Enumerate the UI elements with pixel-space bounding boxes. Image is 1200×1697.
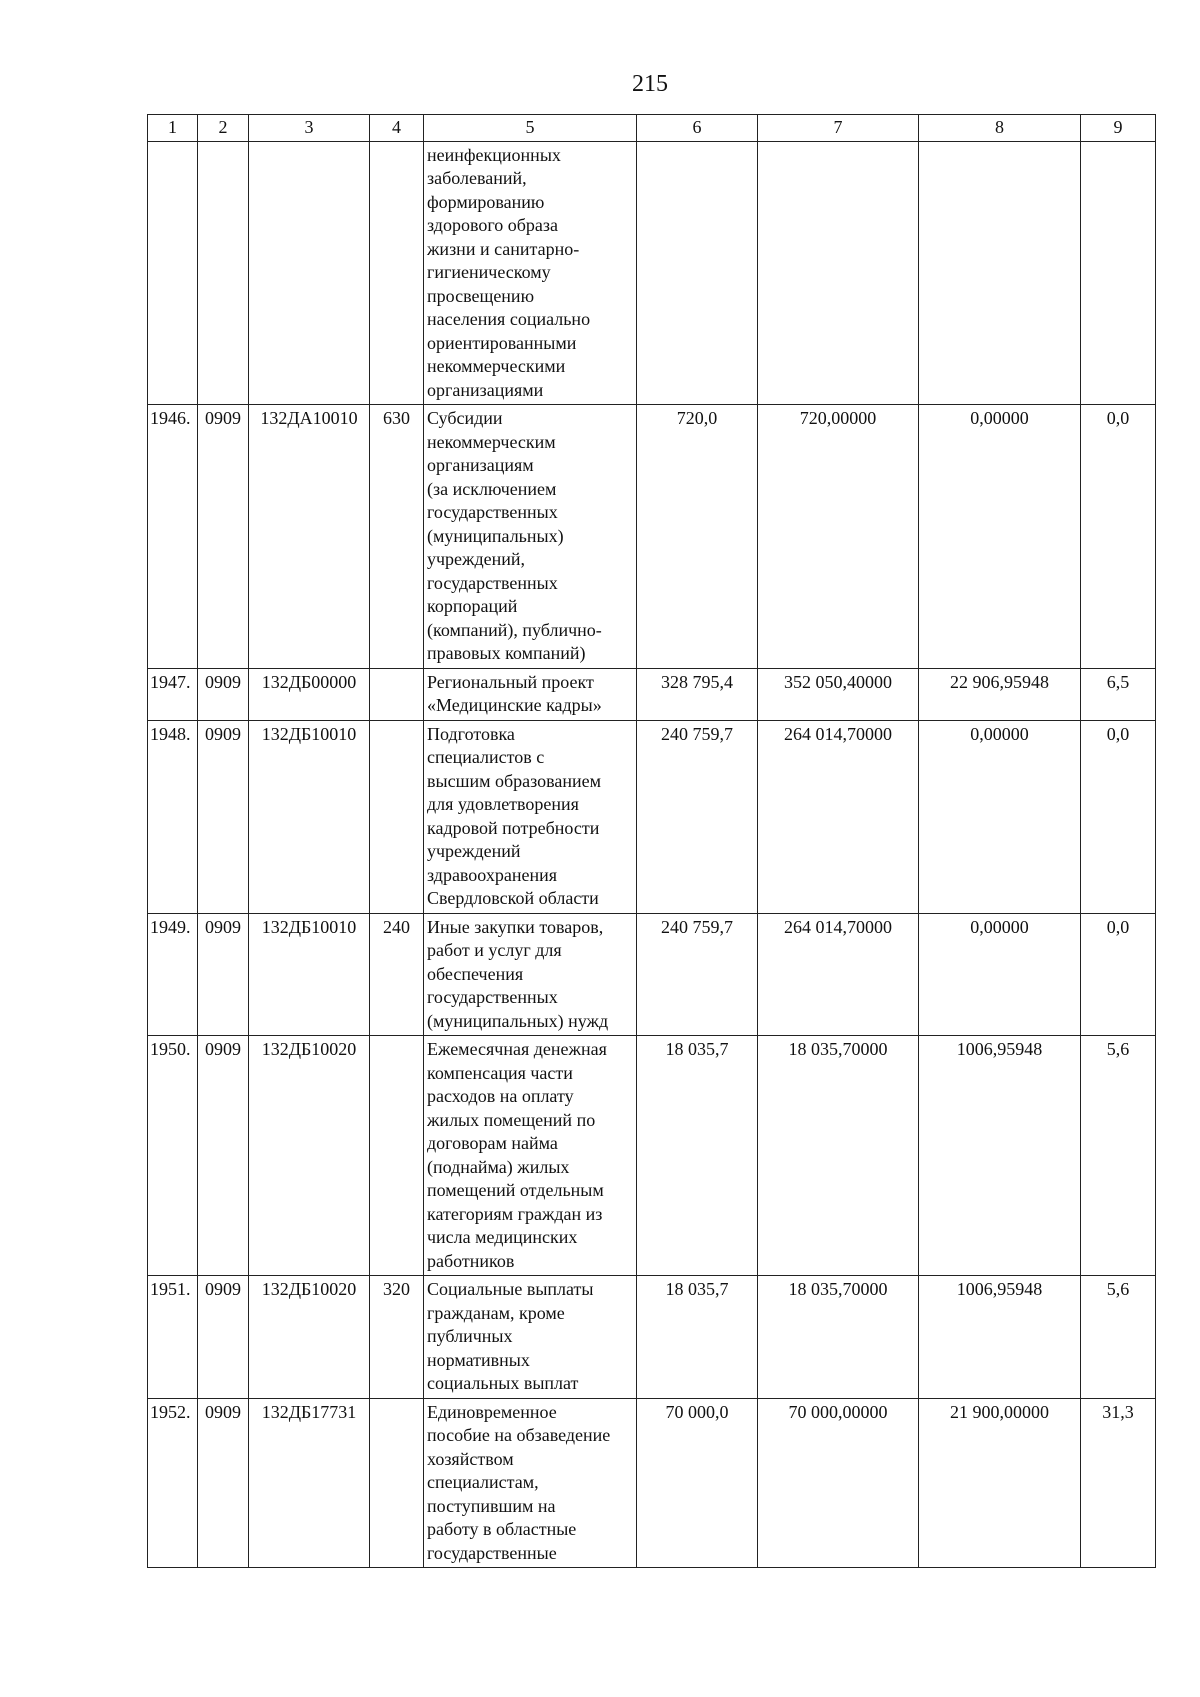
expense-type-code [370, 1036, 424, 1276]
approved-amount: 18 035,70000 [758, 1276, 919, 1399]
plan-amount: 240 759,7 [637, 913, 758, 1036]
table-row [148, 668, 1156, 720]
item-name: Единовременное пособие на обзаведение хозяйством специалистам, поступившим на работу в областные государственные [424, 1398, 637, 1568]
executed-amount: 0,00000 [919, 405, 1081, 669]
page-number: 215 [632, 71, 668, 97]
header-col-5: 5 [424, 115, 637, 142]
budget-table [147, 114, 1156, 1568]
target-code: 132ДБ17731 [249, 1398, 370, 1568]
table-row [148, 1036, 1156, 1276]
table-header [148, 115, 1156, 142]
item-name: Подготовка специалистов с высшим образованием для удовлетворения кадровой потребности учреждений здравоохранения Свердловской области [424, 720, 637, 913]
execution-percent: 6,5 [1081, 668, 1156, 720]
plan-amount: 70 000,0 [637, 1398, 758, 1568]
item-name: неинфекционных заболеваний, формированию здорового образа жизни и санитарно- гигиеническому просвещению населения социально ориентированными некоммерческими организациями [424, 141, 637, 405]
row-number: 1949. [148, 913, 198, 1036]
plan-amount [637, 141, 758, 405]
table-row [148, 1276, 1156, 1399]
section-code: 0909 [198, 1398, 249, 1568]
plan-amount: 240 759,7 [637, 720, 758, 913]
expense-type-code: 630 [370, 405, 424, 669]
execution-percent: 31,3 [1081, 1398, 1156, 1568]
plan-amount: 328 795,4 [637, 668, 758, 720]
target-code: 132ДБ10020 [249, 1036, 370, 1276]
target-code: 132ДБ10020 [249, 1276, 370, 1399]
item-name: Субсидии некоммерческим организациям (за исключением государственных (муниципальных) учреждений, государственных корпораций (компаний), публично- правовых компаний) [424, 405, 637, 669]
header-col-4: 4 [370, 115, 424, 142]
executed-amount [919, 141, 1081, 405]
section-code: 0909 [198, 1276, 249, 1399]
item-name: Ежемесячная денежная компенсация части расходов на оплату жилых помещений по договорам найма (поднайма) жилых помещений отдельным категориям граждан из числа медицинских работников [424, 1036, 637, 1276]
expense-type-code [370, 720, 424, 913]
header-col-6: 6 [637, 115, 758, 142]
item-name: Региональный проект «Медицинские кадры» [424, 668, 637, 720]
executed-amount: 0,00000 [919, 913, 1081, 1036]
execution-percent: 0,0 [1081, 405, 1156, 669]
item-name: Социальные выплаты гражданам, кроме публичных нормативных социальных выплат [424, 1276, 637, 1399]
header-col-1: 1 [148, 115, 198, 142]
table-row [148, 141, 1156, 405]
target-code: 132ДБ00000 [249, 668, 370, 720]
header-col-7: 7 [758, 115, 919, 142]
header-col-3: 3 [249, 115, 370, 142]
approved-amount: 18 035,70000 [758, 1036, 919, 1276]
row-number: 1948. [148, 720, 198, 913]
plan-amount: 18 035,7 [637, 1036, 758, 1276]
header-row [148, 115, 1156, 142]
expense-type-code [370, 1398, 424, 1568]
approved-amount [758, 141, 919, 405]
execution-percent: 5,6 [1081, 1036, 1156, 1276]
row-number: 1947. [148, 668, 198, 720]
header-col-2: 2 [198, 115, 249, 142]
expense-type-code: 320 [370, 1276, 424, 1399]
executed-amount: 1006,95948 [919, 1036, 1081, 1276]
approved-amount: 720,00000 [758, 405, 919, 669]
header-col-8: 8 [919, 115, 1081, 142]
executed-amount: 21 900,00000 [919, 1398, 1081, 1568]
approved-amount: 264 014,70000 [758, 913, 919, 1036]
target-code: 132ДА10010 [249, 405, 370, 669]
execution-percent [1081, 141, 1156, 405]
approved-amount: 70 000,00000 [758, 1398, 919, 1568]
section-code: 0909 [198, 1036, 249, 1276]
row-number: 1946. [148, 405, 198, 669]
header-col-9: 9 [1081, 115, 1156, 142]
execution-percent: 5,6 [1081, 1276, 1156, 1399]
plan-amount: 18 035,7 [637, 1276, 758, 1399]
expense-type-code [370, 668, 424, 720]
execution-percent: 0,0 [1081, 913, 1156, 1036]
approved-amount: 352 050,40000 [758, 668, 919, 720]
table-body [148, 141, 1156, 1568]
row-number [148, 141, 198, 405]
section-code: 0909 [198, 913, 249, 1036]
target-code [249, 141, 370, 405]
row-number: 1951. [148, 1276, 198, 1399]
target-code: 132ДБ10010 [249, 913, 370, 1036]
section-code [198, 141, 249, 405]
table-row [148, 913, 1156, 1036]
row-number: 1950. [148, 1036, 198, 1276]
expense-type-code [370, 141, 424, 405]
execution-percent: 0,0 [1081, 720, 1156, 913]
table-row [148, 1398, 1156, 1568]
executed-amount: 1006,95948 [919, 1276, 1081, 1399]
section-code: 0909 [198, 668, 249, 720]
approved-amount: 264 014,70000 [758, 720, 919, 913]
expense-type-code: 240 [370, 913, 424, 1036]
plan-amount: 720,0 [637, 405, 758, 669]
executed-amount: 22 906,95948 [919, 668, 1081, 720]
target-code: 132ДБ10010 [249, 720, 370, 913]
section-code: 0909 [198, 720, 249, 913]
row-number: 1952. [148, 1398, 198, 1568]
executed-amount: 0,00000 [919, 720, 1081, 913]
table-row [148, 720, 1156, 913]
item-name: Иные закупки товаров, работ и услуг для обеспечения государственных (муниципальных) нужд [424, 913, 637, 1036]
section-code: 0909 [198, 405, 249, 669]
table-row [148, 405, 1156, 669]
